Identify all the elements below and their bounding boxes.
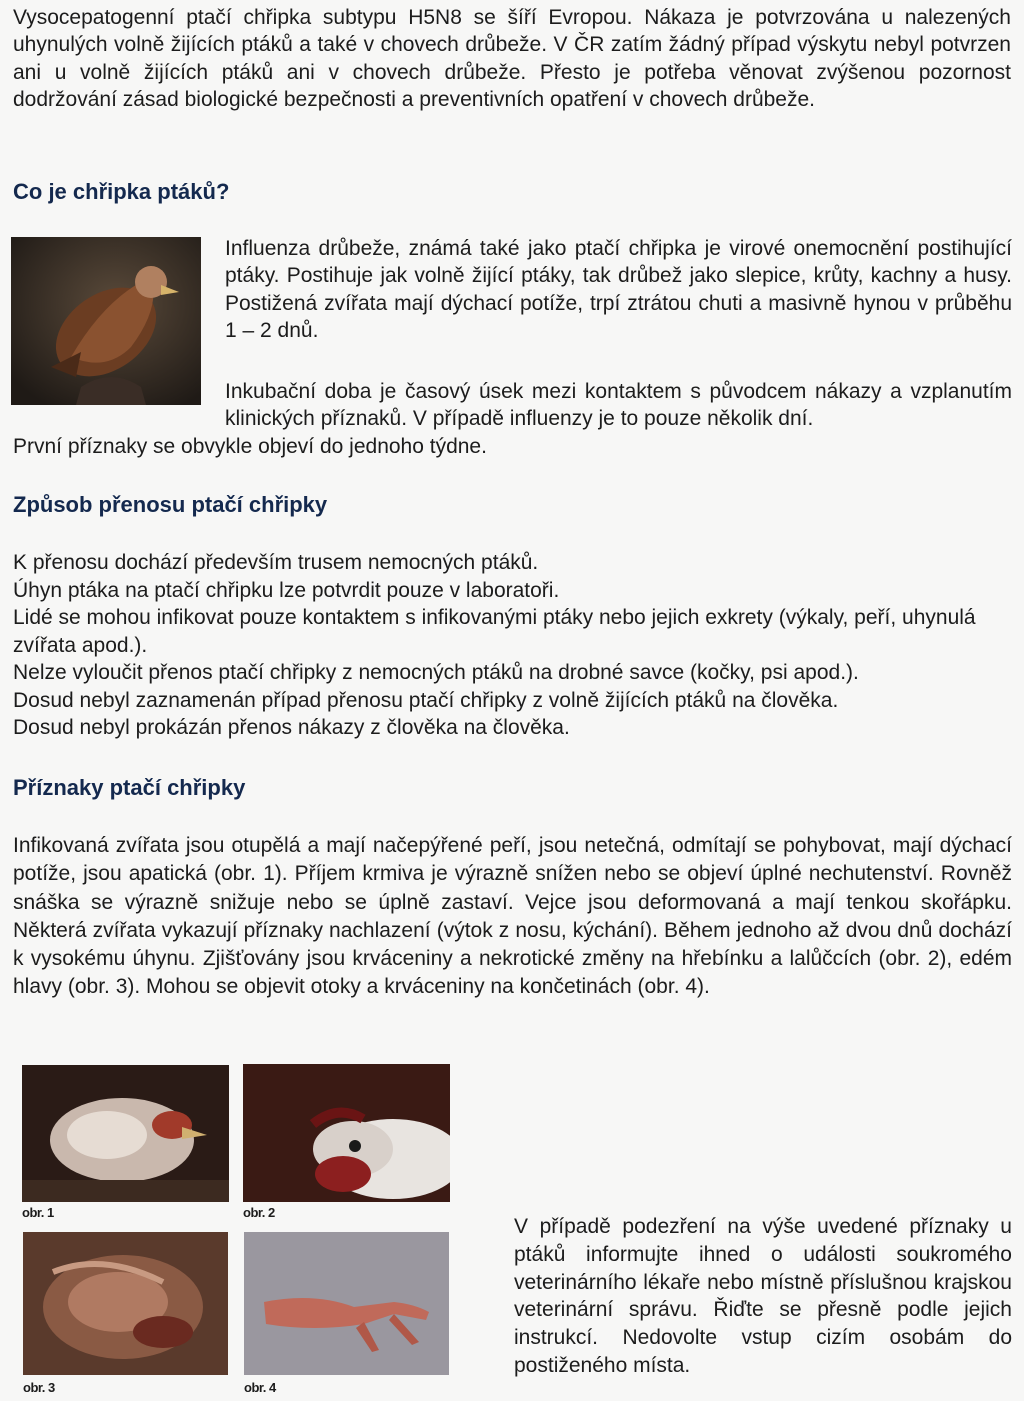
heading-symptoms: Příznaky ptačí chřipky (13, 775, 246, 800)
transmission-line: K přenosu dochází především trusem nemocných ptáků. (13, 551, 539, 574)
figure-4-photo (244, 1232, 449, 1375)
first-symptoms-line: První příznaky se obvykle objeví do jednoho týdne. (13, 435, 487, 458)
flu-description-paragraph: Influenza drůbeže, známá také jako ptačí chřipka je virové onemocnění postihující ptáky. Postihuje jak volně žijící ptáky, tak drůbež jako slepice, krůty, kachny a husy. Postižená zvířata mají dýchací potíže, trpí ztrátou chuti a masivně hynou v průběhu 1 – 2 dnů. (225, 237, 1012, 343)
incubation-paragraph: Inkubační doba je časový úsek mezi kontaktem s původcem nákazy a vzplanutím klinických příznaků. V případě influenzy je to pouze několik dní. (225, 380, 1012, 431)
heading-what-is-bird-flu: Co je chřipka ptáků? (13, 179, 230, 204)
bird-photo (11, 237, 201, 405)
transmission-line: Dosud nebyl zaznamenán případ přenosu ptačí chřipky z volně žijících ptáků na člověka. (13, 688, 839, 712)
transmission-line: Lidé se mohou infikovat pouze kontaktem s infikovanými ptáky nebo jejich exkrety (výkaly, peří, uhynulá zvířata apod.). (13, 606, 976, 657)
figure-3-caption: obr. 3 (23, 1380, 55, 1395)
heading-transmission: Způsob přenosu ptačí chřipky (13, 492, 328, 517)
symptoms-paragraph: Infikovaná zvířata jsou otupělá a mají načepýřené peří, jsou netečná, odmítají se pohybovat, mají dýchací potíže, jsou apatická (obr. 1). Příjem krmiva je výrazně snížen nebo se objeví úplné nechutenství. Rovněž snáška se výrazně snižuje nebo se úplně zastaví. Vejce jsou deformovaná a mají tenkou skořápku. Některá zvířata vykazují příznaky nachlazení (výtok z nosu, kýchání). Během jednoho až dvou dnů dochází k vysokému úhynu. Zjišťovány jsou krváceniny a nekrotické změny na hřebínku a lalůčcích (obr. 2), edém hlavy (obr. 3). Mohou se objevit otoky a krváceniny na končetinách (obr. 4). (13, 834, 1012, 999)
advice-paragraph: V případě podezření na výše uvedené příznaky u ptáků informujte ihned o události soukromého veterinárního lékaře nebo místně příslušnou krajskou veterinární správu. Řiďte se přesně podle jejich instrukcí. Nedovolte vstup cizím osobám do postiženého místa. (514, 1215, 1012, 1377)
transmission-line: Úhyn ptáka na ptačí chřipku lze potvrdit pouze v laboratoři. (13, 578, 560, 602)
figure-1-photo (22, 1065, 229, 1202)
figure-3-photo (23, 1232, 228, 1375)
figure-4-caption: obr. 4 (244, 1380, 276, 1395)
transmission-list (13, 549, 1013, 742)
transmission-line: Nelze vyloučit přenos ptačí chřipky z nemocných ptáků na drobné savce (kočky, psi apod.). (13, 661, 859, 684)
intro-paragraph: Vysocepatogenní ptačí chřipka subtypu H5N8 se šíří Evropou. Nákaza je potvrzována u nalezených uhynulých volně žijících ptáků a také v chovech drůbeže. V ČR zatím žádný případ výskytu nebyl potvrzen ani u volně žijících ptáků ani v chovech drůbeže. Přesto je potřeba věnovat zvýšenou pozornost dodržování zásad biologické bezpečnosti a preventivních opatření v chovech drůbeže. (13, 6, 1011, 112)
figure-1-caption: obr. 1 (22, 1205, 54, 1220)
transmission-line: Dosud nebyl prokázán přenos nákazy z člověka na člověka. (13, 716, 570, 739)
figure-2-caption: obr. 2 (243, 1205, 275, 1220)
figure-2-photo (243, 1064, 450, 1202)
